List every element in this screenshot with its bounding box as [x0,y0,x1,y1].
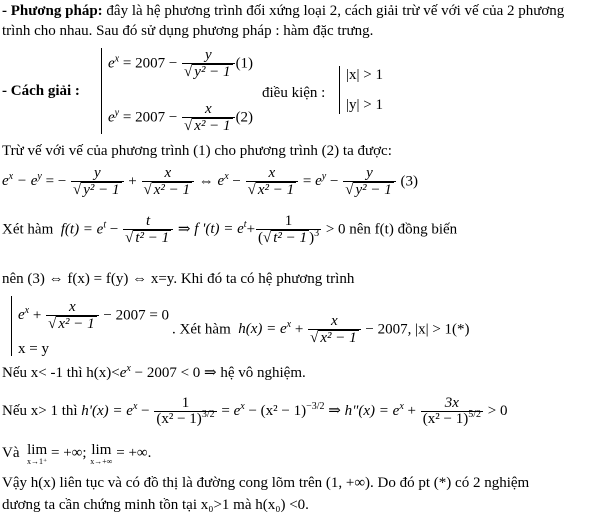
condition-label: điều kiện : [262,85,326,101]
condition-2: |y| > 1 [346,97,383,113]
function-h-line: . Xét hàm $h(x) = e^x$ + $\frac{x}{\text{√ x² − 1}}$ − 2007, |x| > 1(*) [172,313,470,346]
method-line-2: trình cho nhau. Sau đó sử dụng phương pháp : hàm đặc trưng. [2,23,374,39]
case-negative: Nếu x< -1 thì $h(x)<e^x - 2007 < 0$ ⇒ hệ vô nghiệm. [2,363,306,381]
method-label: - Phương pháp: [2,3,103,19]
system-eq1: $e^x = 2007$ − $\frac{y}{\text{√ y² − 1}}$ (1) [108,47,254,80]
solution-label: - Cách giải : [2,83,80,99]
limits-line: Và lim x→1⁺ = +∞; lim x→+∞ = +∞. [2,442,152,466]
case-positive: Nếu x> 1 thì $h'(x) = e^x$ − $\frac{1}{(x^2 - 1)^{3/2}}$ = $e^x - (x^2 - 1)^{-3/2}$ ⇒ h"(x) = $e^x$ + $\frac{3x}{(x^2 - 1)^{5/2}}$ > 0 [2,395,508,427]
system2-brace [11,296,12,356]
conclusion-2: dương ta cần chứng minh tồn tại x₀>1 mà h(x₀) <0. [2,497,309,513]
subtract-line: Trừ vế với vế của phương trình (1) cho phương trình (2) ta được: [2,143,392,159]
method-text: đây là hệ phương trình đối xứng loại 2, cách giải trừ vế với vế của 2 phương [102,3,565,19]
condition-1: |x| > 1 [346,67,383,83]
equivalence-line: nên (3) ⇔ f(x) = f(y) ⇔ x=y. Khi đó ta có hệ phương trình [2,271,355,287]
conclusion-1: Vậy h(x) liên tục và có đồ thị là đường cong lõm trên (1, +∞). Do đó pt (*) có 2 nghiệm [2,475,530,491]
equation-3: $e^x - e^y$ = − $\frac{y}{\text{√ y² − 1}}$ + $\frac{x}{\text{√ x² − 1}}$ ⇔ $e^x$ − $\frac{x}{\text{√ x² − 1}}$ = $e^y$ − $\frac{y}{\text{√ y² − 1}}$ (3) [2,165,418,198]
function-f-line: Xét hàm $f(t) = e^t$ − $\frac{t}{\text{√ t² − 1}}$ ⇒ f '$(t) = e^t+$ $\frac{1}{(√ t^2 - 1 )^3}$ > 0 nên f(t) đồng biến [2,213,458,246]
system-eq2: $e^y = 2007$ − $\frac{x}{\text{√ x² − 1}}$ (2) [108,101,254,134]
condition-brace [339,66,340,114]
system2-eq2: x = y [18,341,49,357]
system-brace [101,48,102,134]
method-line [2,2,564,20]
system2-eq1: $e^x$ + $\frac{x}{\text{√ x² − 1}}$ − 2007 = 0 [18,299,170,332]
